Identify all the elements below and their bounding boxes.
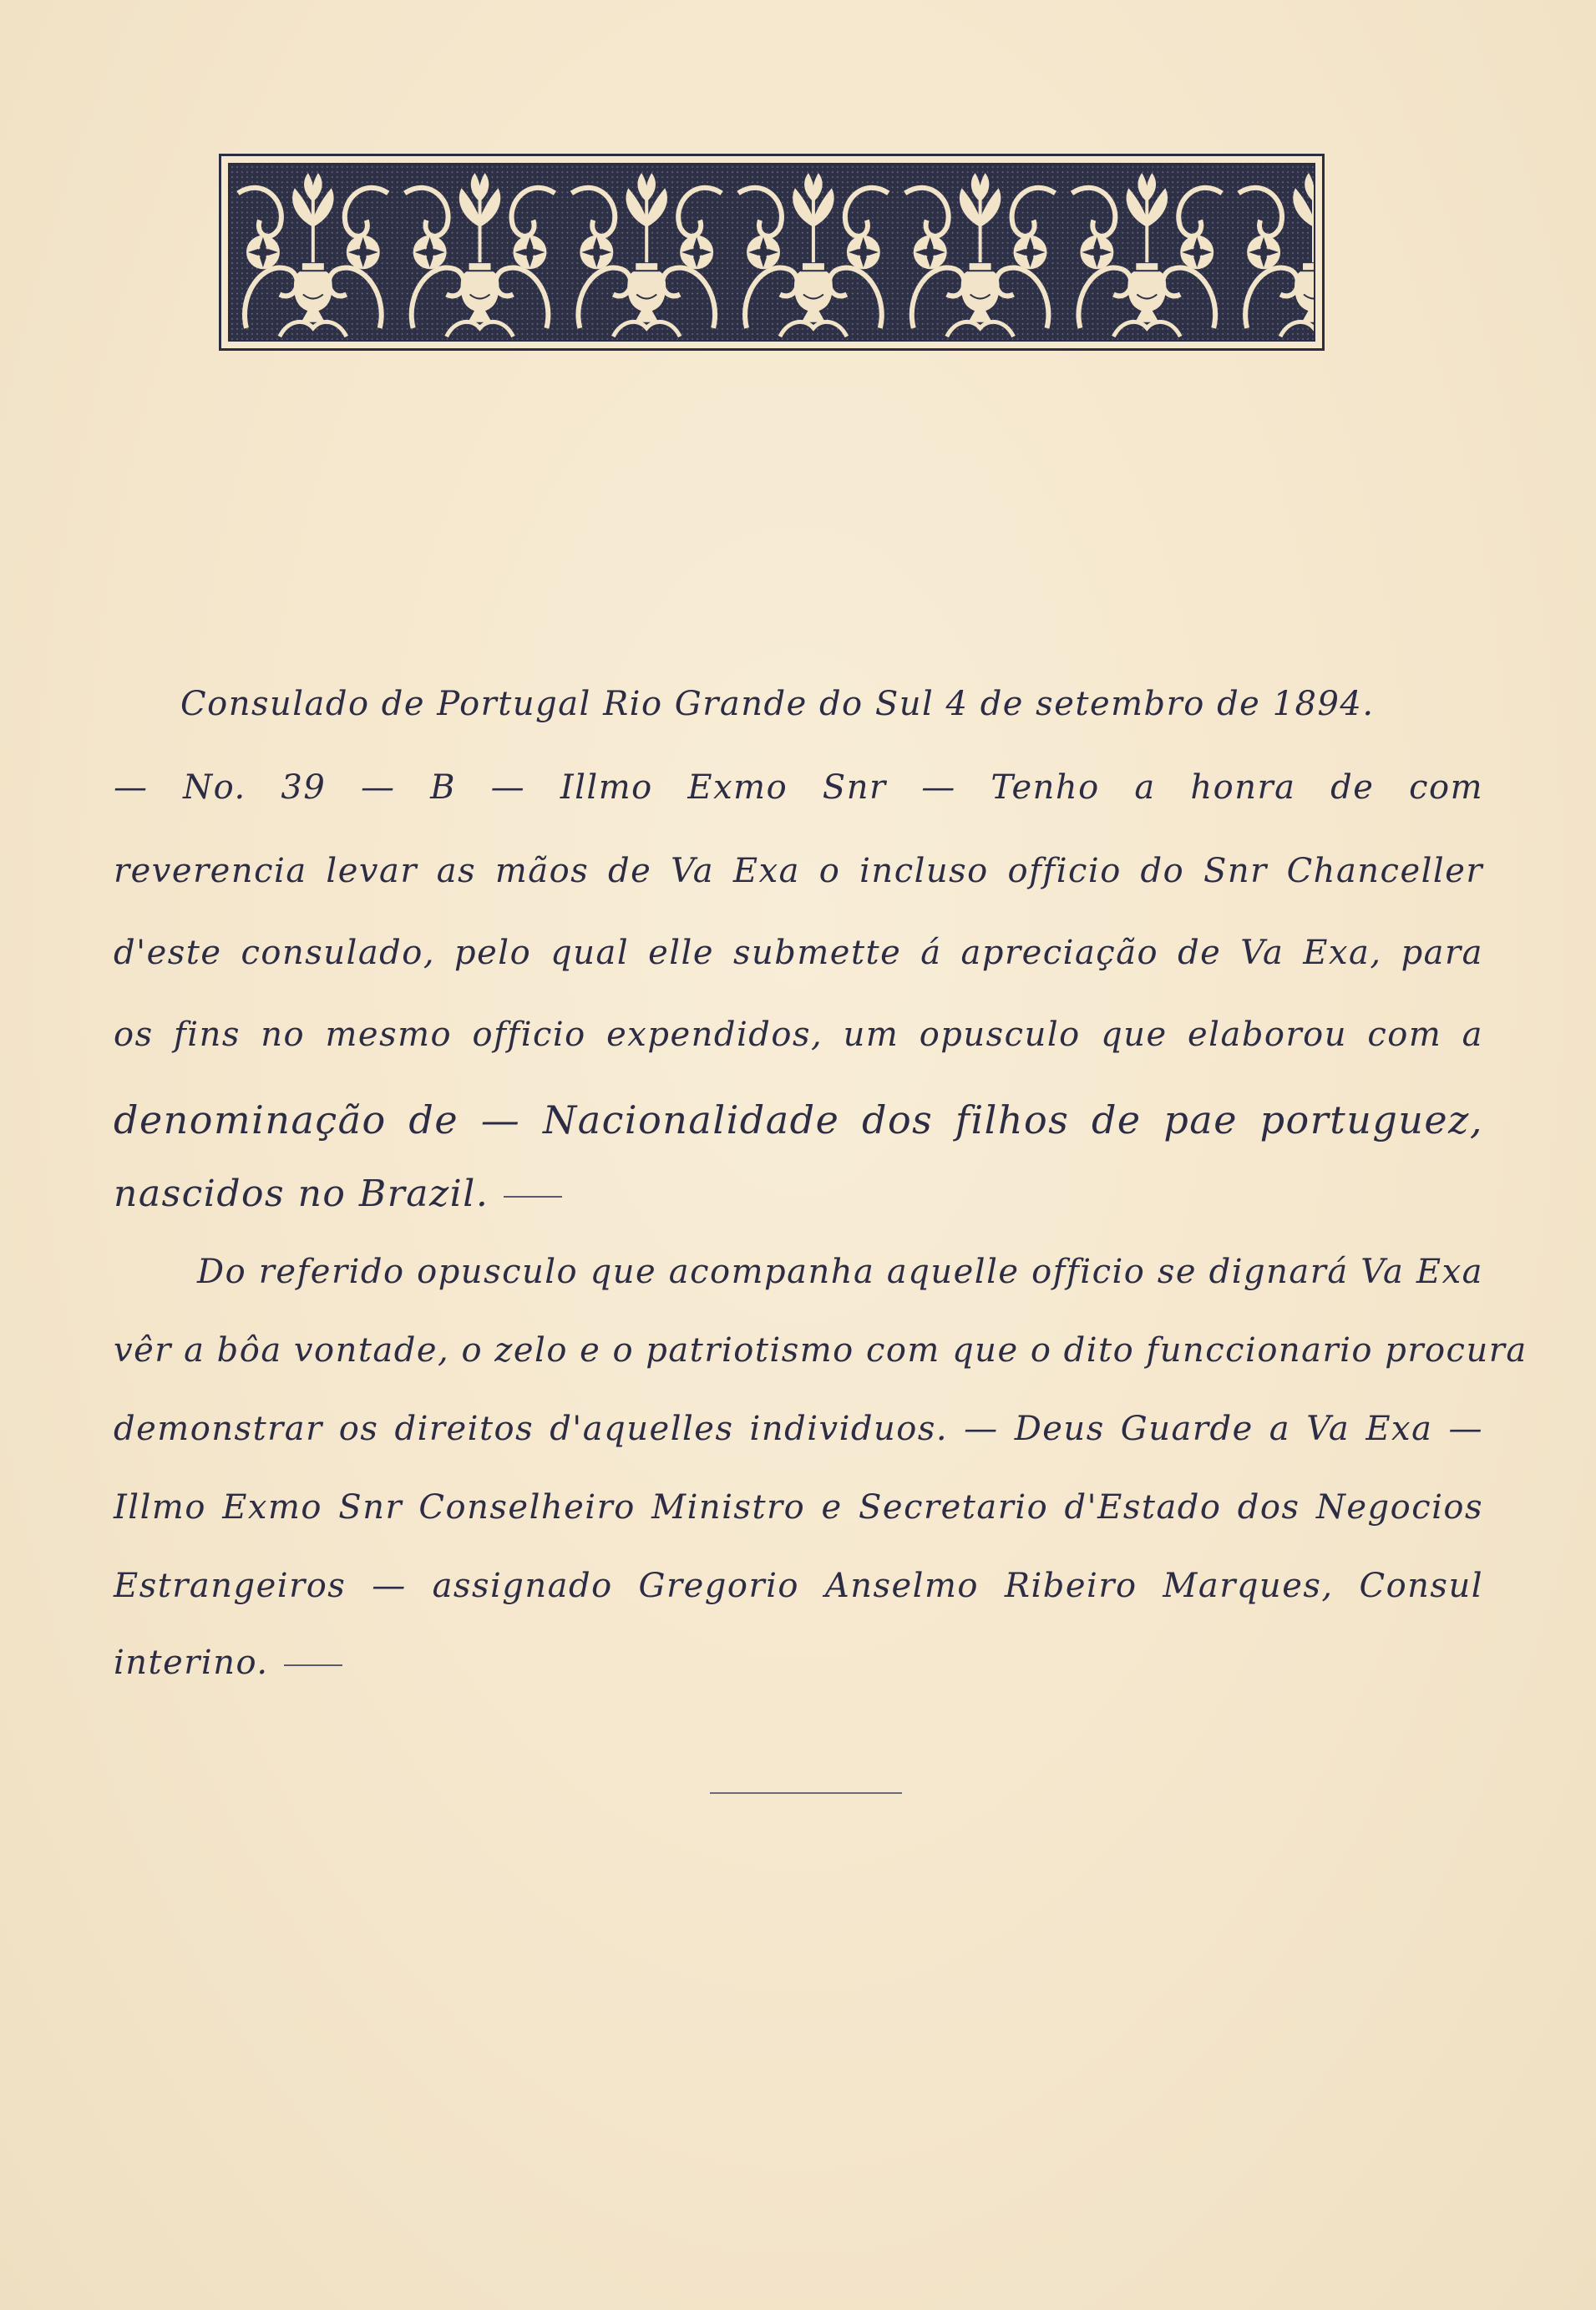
letter-line-13-text: interino. [114, 1644, 269, 1682]
decorative-header-ornament [219, 154, 1325, 351]
letter-line-8: Do referido opusculo que acompanha aquelle officio se dignará Va Exa [197, 1253, 1483, 1291]
letter-line-1: Consulado de Portugal Rio Grande do Sul 4 de setembro de 1894. [180, 685, 1375, 723]
closing-rule [710, 1792, 902, 1794]
ornament-band [228, 163, 1315, 342]
letter-line-6: denominação de — Nacionalidade dos filhos de pae portuguez, [114, 1097, 1483, 1142]
letter-line-5: os fins no mesmo officio expendidos, um opusculo que elaborou com a [114, 1016, 1483, 1054]
letter-line-4: d'este consulado, pelo qual elle submette á apreciação de Va Exa, para [114, 934, 1483, 972]
letter-line-3: reverencia levar as mãos de Va Exa o incluso officio do Snr Chanceller [114, 852, 1483, 890]
letter-line-12: Estrangeiros — assignado Gregorio Anselmo Ribeiro Marques, Consul [114, 1567, 1483, 1605]
line-dash [504, 1196, 562, 1198]
letter-line-7-text: nascidos no Brazil. [114, 1173, 489, 1215]
letter-line-2: — No. 39 — B — Illmo Exmo Snr — Tenho a honra de com [114, 768, 1483, 807]
letter-line-10: demonstrar os direitos d'aquelles individuos. — Deus Guarde a Va Exa — [114, 1410, 1483, 1448]
floral-vase-pattern-icon [230, 165, 1314, 340]
letter-line-9: vêr a bôa vontade, o zelo e o patriotismo com que o dito funccionario procura [114, 1331, 1528, 1370]
letter-line-11: Illmo Exmo Snr Conselheiro Ministro e Secretario d'Estado dos Negocios [114, 1488, 1483, 1527]
letter-line-13 [114, 1644, 342, 1682]
line-dash [284, 1664, 342, 1666]
letter-line-7 [114, 1173, 562, 1215]
